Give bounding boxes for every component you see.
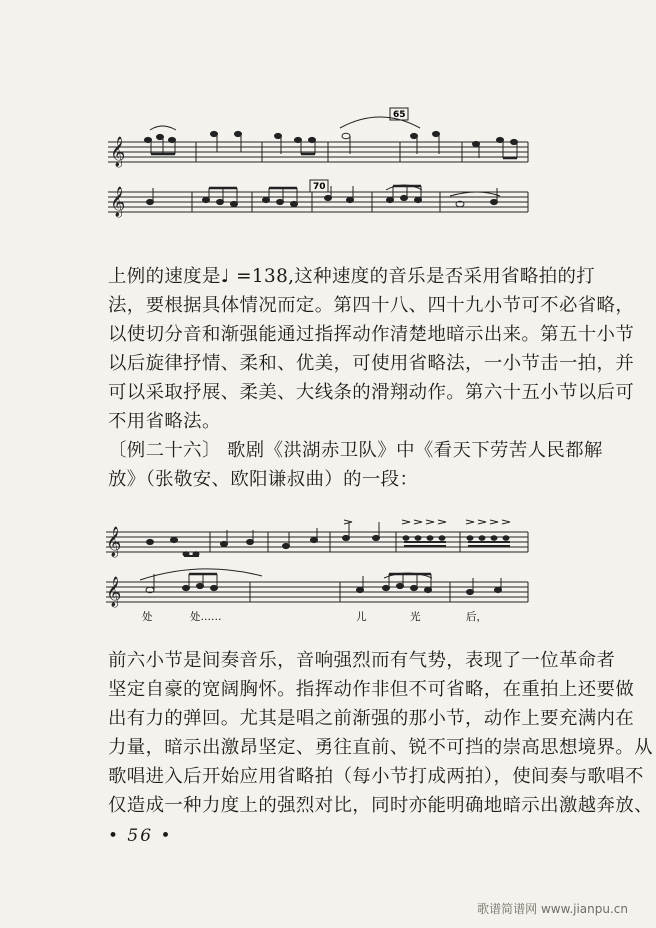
notes-3: [147, 522, 511, 556]
text-line: 不用省略法。: [108, 411, 221, 432]
rehearsal-mark-70: 70: [313, 182, 326, 192]
text-line: 出有力的弹回。尤其是唱之前渐强的那小节，动作上要充满内在: [108, 708, 635, 729]
text-line: 歌唱进入后开始应用省略拍（每小节打成两拍），使间奏与歌唱不: [108, 766, 644, 787]
text-line: 前六小节是间奏音乐，音响强烈而有气势，表现了一位革命者: [108, 650, 616, 671]
slur-1: [150, 126, 176, 130]
page-number: • 56 •: [108, 826, 173, 846]
staff-lines-1: [108, 142, 528, 162]
text-line: 力量，暗示出激昂坚定、勇往直前、锐不可挡的崇高思想境界。从: [108, 737, 653, 758]
treble-clef-icon: 𝄞: [106, 527, 122, 557]
slur-4: [450, 192, 500, 196]
text-line: 上例的速度是♩ =138,这种速度的音乐是否采用省略拍的打: [108, 266, 596, 287]
score-top: [0, 100, 656, 230]
text-line: 可以采取抒展、柔美、大线条的滑翔动作。第六十五小节以后可: [108, 382, 635, 403]
staff-lines-2: [108, 192, 528, 212]
lyric-3: 儿: [356, 611, 367, 623]
score-top-svg: [0, 100, 656, 230]
treble-clef-icon: 𝄞: [106, 577, 122, 607]
text-line: 放》（张敬安、欧阳谦叔曲）的一段：: [108, 469, 419, 490]
text-line: 以使切分音和渐强能通过指挥动作清楚地暗示出来。第五十小节: [108, 324, 635, 345]
paragraph-tempo: [108, 262, 635, 436]
treble-clef-icon: 𝄞: [110, 187, 126, 217]
lyric-2: 处……: [190, 611, 222, 623]
text-line: 以后旋律抒情、柔和、优美，可使用省略法，一小节击一拍，并: [108, 353, 635, 374]
lyric-5: 后，: [466, 611, 487, 623]
score-bottom: [0, 508, 656, 628]
lyric-1: 处: [142, 611, 153, 623]
watermark: 歌谱简谱网 www.jianpu.cn: [477, 902, 628, 916]
example-heading: [108, 436, 603, 494]
rehearsal-mark-65: 65: [393, 110, 406, 120]
text-line: 法，要根据具体情况而定。第四十八、四十九小节可不必省略，: [108, 295, 635, 316]
staff-lines-4: [106, 582, 528, 602]
text-line: 〔例二十六〕 歌剧《洪湖赤卫队》中《看天下劳苦人民都解: [108, 440, 603, 461]
score-bottom-svg: [0, 508, 656, 628]
treble-clef-icon: 𝄞: [110, 137, 126, 167]
text-line: 仅造成一种力度上的强烈对比，同时亦能明确地暗示出激越奔放、: [108, 795, 653, 816]
lyric-4: 光: [410, 611, 421, 623]
text-line: 坚定自豪的宽阔胸怀。指挥动作非但不可省略，在重拍上还要做: [108, 679, 635, 700]
paragraph-analysis: [108, 646, 653, 820]
accent-marks: [344, 520, 510, 524]
